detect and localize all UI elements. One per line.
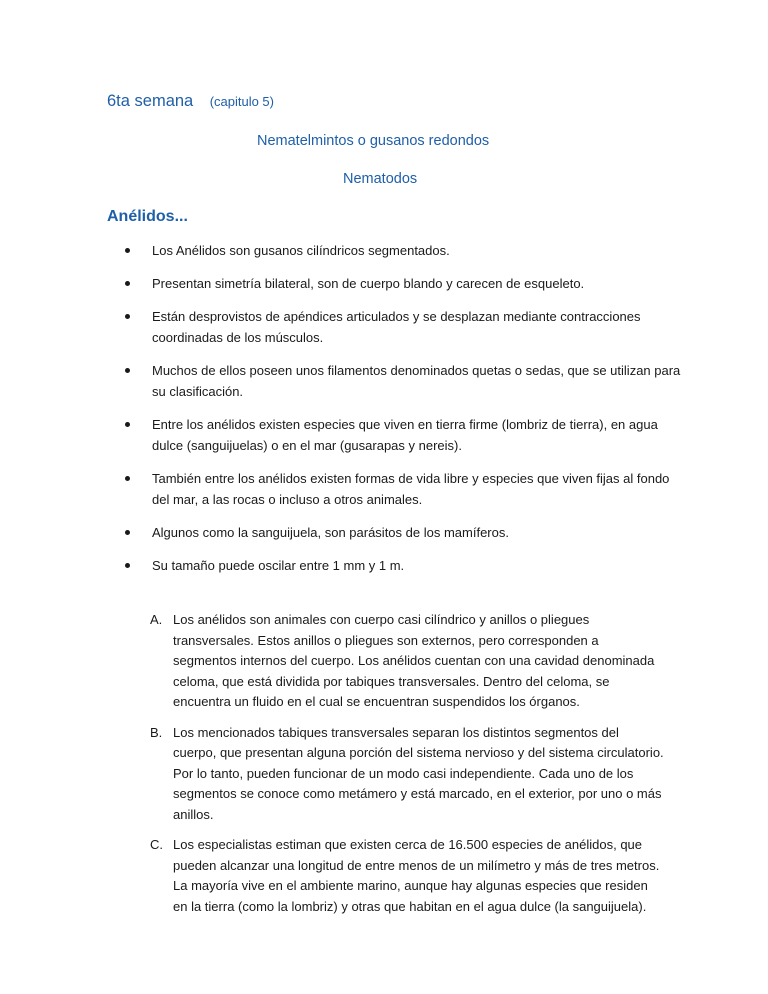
week-heading	[107, 92, 274, 111]
bullet-icon	[125, 248, 130, 253]
lettered-item-text: Los anélidos son animales con cuerpo casi cilíndrico y anillos o pliegues transversales. Estos anillos o pliegues son externos, pero corresponden a segmentos internos del cuerpo. Los anélidos cuentan con una cavidad denominada celoma, que está dividida por tabiques transversales. Dentro del celoma, se encuentra un fluido en el cual se encuentran suspendidos los órganos.	[173, 612, 655, 709]
bullet-icon	[125, 281, 130, 286]
list-item-text: Los Anélidos son gusanos cilíndricos segmentados.	[152, 243, 450, 258]
topic-subtitle: Nematelmintos o gusanos redondos	[257, 133, 490, 149]
lettered-item	[150, 610, 665, 713]
lettered-item-text: Los especialistas estiman que existen cerca de 16.500 especies de anélidos, que pueden alcanzar una longitud de entre menos de un milímetro y más de tres metros. La mayoría vive en el ambiente marino, aunque hay algunas especies que residen en la tierra (como la lombriz) y otras que habitan en el agua dulce (la sanguijuela).	[173, 837, 660, 914]
bullet-icon	[125, 422, 130, 427]
item-marker: C.	[150, 837, 163, 852]
list-item	[124, 468, 684, 510]
chapter-label: (capitulo 5)	[209, 94, 274, 109]
bullet-list	[124, 240, 684, 588]
week-title: 6ta semana	[107, 92, 194, 110]
list-item	[124, 522, 684, 543]
lettered-item-text: Los mencionados tabiques transversales separan los distintos segmentos del cuerpo, que presentan alguna porción del sistema nervioso y del sistema circulatorio. Por lo tanto, pueden funcionar de un modo casi independiente. Cada uno de los segmentos se conoce como metámero y está marcado, en el exterior, por uno o más anillos.	[173, 724, 664, 822]
list-item-text: Entre los anélidos existen especies que viven en tierra firme (lombriz de tierra), en agua dulce (sanguijuelas) o en el mar (gusarapas y nereis).	[152, 417, 658, 453]
list-item-text: Muchos de ellos poseen unos filamentos denominados quetas o sedas, que se utilizan para su clasificación.	[152, 363, 681, 399]
bullet-icon	[125, 476, 130, 481]
list-item-text: Su tamaño puede oscilar entre 1 mm y 1 m.	[152, 558, 405, 573]
list-item	[124, 360, 684, 402]
list-item-text: Presentan simetría bilateral, son de cuerpo blando y carecen de esqueleto.	[152, 276, 585, 291]
bullet-icon	[125, 314, 130, 319]
list-item	[124, 306, 684, 348]
bullet-icon	[125, 530, 130, 535]
lettered-item	[150, 835, 665, 917]
bullet-icon	[125, 563, 130, 568]
topic-subtitle-secondary: Nematodos	[343, 171, 418, 187]
item-marker: A.	[150, 612, 163, 627]
list-item	[124, 240, 684, 261]
bullet-icon	[125, 368, 130, 373]
list-item-text: Algunos como la sanguijuela, son parásitos de los mamíferos.	[152, 525, 509, 540]
list-item	[124, 414, 684, 456]
list-item-text: También entre los anélidos existen formas de vida libre y especies que viven fijas al fondo del mar, a las rocas o incluso a otros animales.	[152, 471, 670, 507]
lettered-list	[150, 610, 665, 927]
section-heading: Anélidos...	[107, 208, 188, 225]
list-item	[124, 555, 684, 576]
item-marker: B.	[150, 724, 163, 740]
list-item	[124, 273, 684, 294]
list-item-text: Están desprovistos de apéndices articulados y se desplazan mediante contracciones coordinadas de los músculos.	[152, 309, 641, 345]
lettered-item	[150, 723, 665, 826]
